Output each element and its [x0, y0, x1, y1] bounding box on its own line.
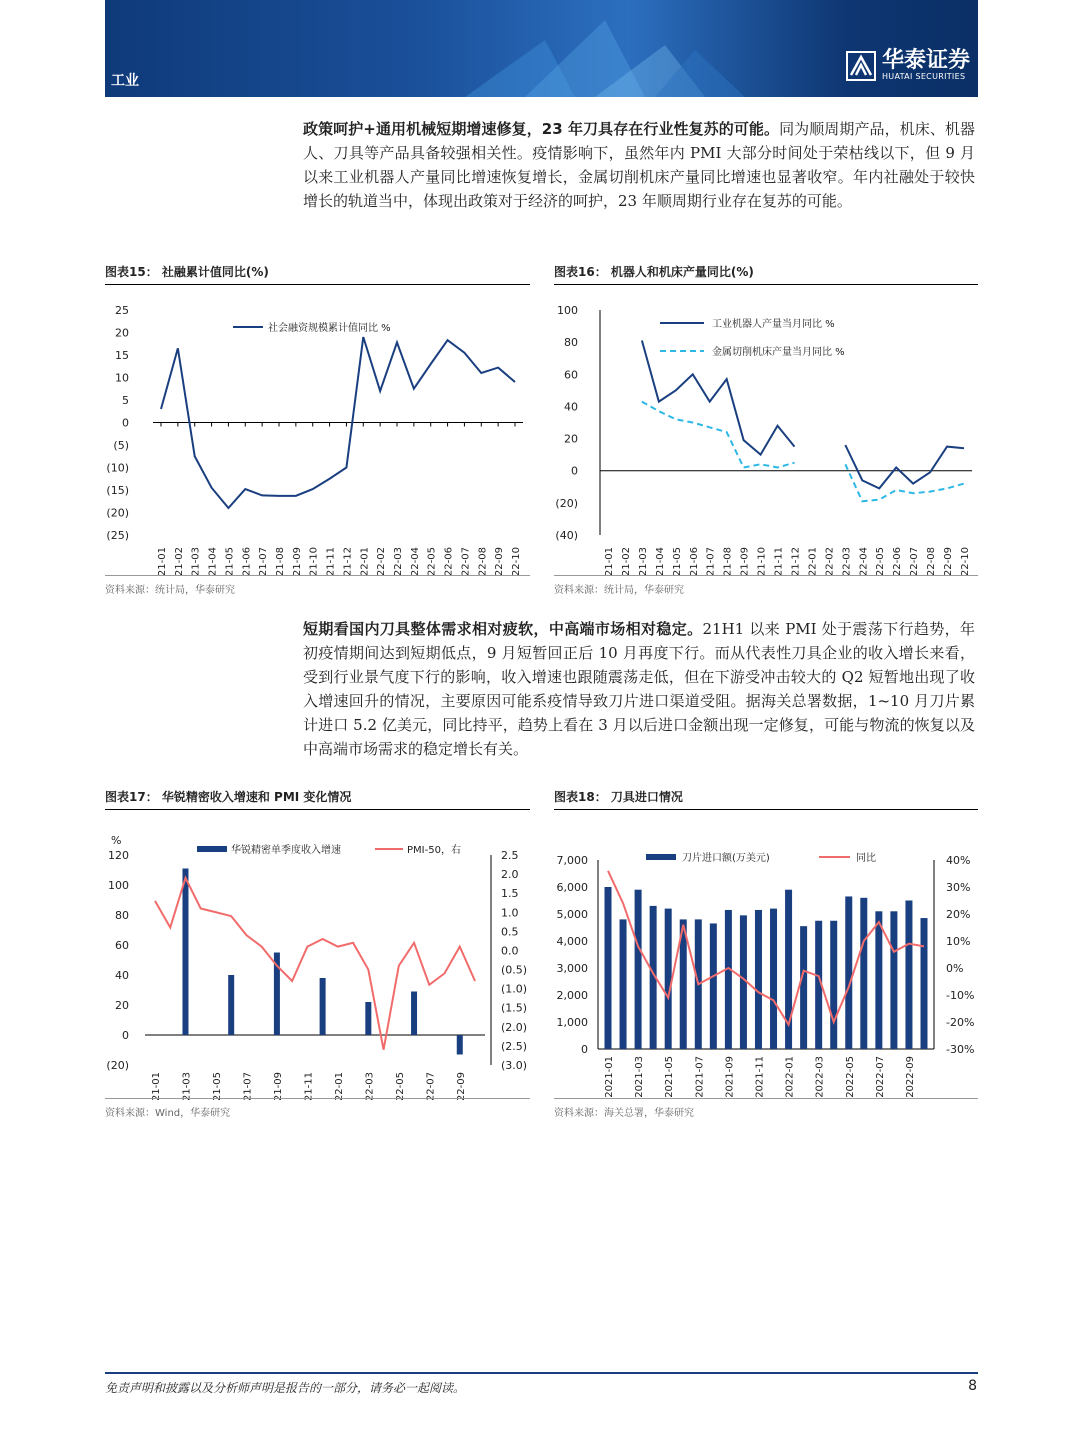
fig18-xtick: 2021-05	[664, 1056, 676, 1098]
fig18-bar	[665, 909, 672, 1049]
section-label: 工业	[111, 73, 139, 89]
fig17-xtick: 2022-05	[394, 1072, 406, 1100]
fig16-ytick: 20	[564, 432, 578, 446]
fig17-y2tick: (3.0)	[501, 1059, 528, 1072]
fig18-legend-label-2: 同比	[856, 853, 876, 864]
figure-16-source: 资料来源：统计局，华泰研究	[554, 575, 978, 596]
fig15-legend-label: 社会融资规模累计值同比 %	[268, 323, 391, 334]
fig15-xtick: 2021-03	[190, 547, 202, 575]
fig18-bar	[620, 919, 627, 1049]
paragraph-2	[303, 617, 975, 761]
fig15-xtick: 2021-09	[291, 547, 303, 575]
fig15-xtick: 2022-08	[477, 547, 489, 575]
fig17-y2tick: 2.5	[501, 849, 519, 862]
fig16-xtick: 2022-04	[858, 547, 870, 575]
fig17-y2tick: 0.0	[501, 944, 519, 958]
fig18-xtick: 2022-03	[814, 1056, 826, 1098]
fig18-y2tick: -10%	[946, 989, 975, 1002]
fig17-y2tick: 2.0	[501, 868, 519, 882]
huatai-logo-icon	[846, 51, 876, 81]
fig18-ytick: 0	[581, 1043, 588, 1056]
fig18-xtick: 2022-01	[784, 1056, 796, 1098]
fig15-ytick: 25	[115, 304, 129, 317]
fig16-machine-line	[845, 464, 964, 501]
fig15-xtick: 2021-12	[342, 547, 354, 575]
paragraph-1-lead: 政策呵护+通用机械短期增速修复，23 年刀具存在行业性复苏的可能。	[303, 120, 780, 138]
fig15-xtick: 2021-08	[275, 547, 286, 575]
report-header	[105, 0, 978, 97]
fig18-xtick: 2021-07	[694, 1056, 706, 1098]
fig15-xtick: 2021-06	[241, 547, 253, 575]
fig18-xtick: 2022-09	[904, 1056, 916, 1098]
fig18-y2tick: -30%	[946, 1043, 975, 1056]
fig16-xtick: 2022-09	[943, 547, 955, 575]
fig17-y2tick: (2.0)	[501, 1020, 528, 1034]
fig15-xtick: 2022-05	[426, 547, 438, 575]
fig18-y2tick: -20%	[946, 1016, 975, 1029]
fig15-ytick: 10	[115, 371, 129, 385]
fig18-xtick: 2021-09	[724, 1056, 736, 1098]
fig16-xtick: 2021-07	[705, 547, 717, 575]
fig18-y2tick: 40%	[946, 854, 971, 867]
fig18-ytick: 2,000	[556, 989, 588, 1002]
figure-15	[105, 263, 530, 596]
paragraph-2-lead: 短期看国内刀具整体需求相对疲软，中高端市场相对稳定。	[303, 620, 703, 638]
fig15-xtick: 2022-10	[511, 547, 522, 575]
fig17-xtick: 2022-09	[455, 1072, 467, 1100]
fig16-xtick: 2022-07	[909, 547, 921, 575]
figure-17-source: 资料来源：Wind，华泰研究	[105, 1098, 530, 1119]
fig15-ytick: (10)	[106, 461, 129, 475]
fig16-xtick: 2022-02	[824, 547, 836, 575]
fig18-bar	[605, 887, 612, 1049]
figure-16	[554, 263, 978, 596]
fig17-ytick: 60	[115, 939, 129, 952]
fig15-xtick: 2022-02	[376, 547, 388, 575]
fig17-y2tick: 0.5	[501, 925, 519, 939]
fig17-legend-label-2: PMI-50，右	[407, 845, 461, 856]
fig17-xtick: 2021-03	[181, 1072, 193, 1100]
fig18-ytick: 3,000	[556, 962, 588, 975]
fig17-xtick: 2021-09	[272, 1072, 284, 1100]
fig17-y2tick: (1.0)	[501, 982, 528, 996]
fig16-xtick: 2021-06	[688, 547, 700, 575]
fig17-xtick: 2021-11	[303, 1072, 315, 1100]
fig18-bar	[860, 898, 867, 1049]
fig17-bar	[411, 992, 417, 1036]
footer-divider	[105, 1372, 978, 1374]
fig18-y2tick: 30%	[946, 881, 971, 894]
fig16-xtick: 2021-10	[756, 547, 768, 575]
fig15-xtick: 2022-09	[494, 547, 506, 575]
fig15-ytick: 15	[115, 349, 129, 362]
fig18-bar	[875, 911, 882, 1049]
figure-18-source: 资料来源：海关总署，华泰研究	[554, 1098, 978, 1119]
fig17-ytick: 80	[115, 909, 129, 922]
fig18-xtick: 2022-07	[874, 1056, 886, 1098]
fig16-xtick: 2021-02	[620, 547, 632, 575]
brand-cn: 华泰证券	[881, 48, 970, 73]
fig15-ytick: 0	[122, 416, 129, 430]
paragraph-1	[303, 117, 975, 213]
fig16-ytick: 80	[564, 336, 578, 350]
fig18-legend-label-1: 刀片进口额(万美元)	[682, 853, 770, 864]
fig17-ytick: 120	[108, 849, 129, 862]
fig15-xtick: 2022-07	[460, 547, 472, 575]
fig18-ytick: 6,000	[556, 881, 588, 894]
fig17-ytick: 100	[108, 879, 129, 892]
fig17-bar	[365, 1002, 371, 1035]
fig18-ytick: 1,000	[556, 1016, 588, 1029]
fig15-xtick: 2022-04	[409, 547, 421, 575]
fig17-legend-label-1: 华锐精密单季度收入增速	[231, 845, 341, 856]
fig15-xtick: 2021-04	[207, 547, 219, 575]
brand-logo	[846, 50, 970, 82]
fig17-ytick: (20)	[106, 1059, 129, 1072]
fig16-xtick: 2022-05	[875, 547, 887, 575]
fig17-xtick: 2021-05	[211, 1072, 223, 1100]
fig18-bar	[755, 910, 762, 1049]
fig16-xtick: 2021-01	[604, 547, 615, 575]
fig16-xtick: 2021-08	[722, 547, 734, 575]
brand-en: HUATAI SECURITIES	[881, 72, 966, 81]
fig16-xtick: 2021-12	[790, 547, 802, 575]
fig18-ytick: 4,000	[556, 935, 588, 948]
fig18-bar	[635, 890, 642, 1049]
fig18-bar	[921, 918, 928, 1049]
figure-16-title: 图表16： 机器人和机床产量同比(%)	[554, 263, 978, 285]
fig18-y2tick: 10%	[946, 935, 971, 948]
figure-17-chart	[105, 810, 530, 1100]
fig17-ytick: 0	[122, 1029, 129, 1042]
figure-17	[105, 788, 530, 1119]
fig18-y2tick: 20%	[946, 908, 971, 921]
fig16-ytick: 100	[557, 304, 578, 317]
fig16-ytick: 0	[571, 464, 578, 478]
fig18-xtick: 2021-03	[634, 1056, 646, 1098]
fig15-ytick: 20	[115, 326, 129, 340]
fig18-bar	[725, 910, 732, 1049]
fig18-bar	[800, 926, 807, 1049]
page-number: 8	[968, 1378, 977, 1394]
figure-15-chart	[105, 285, 530, 575]
fig15-xtick: 2021-07	[258, 547, 270, 575]
fig18-bar	[830, 921, 837, 1049]
fig17-pmi-line	[155, 878, 475, 1050]
figure-18	[554, 788, 978, 1119]
footer-disclaimer: 免责声明和披露以及分析师声明是报告的一部分，请务必一起阅读。	[105, 1381, 466, 1395]
fig18-xtick: 2021-11	[754, 1056, 766, 1098]
fig17-xtick: 2022-01	[333, 1072, 345, 1100]
fig16-xtick: 2022-10	[960, 547, 971, 575]
paragraph-2-body: 21H1 以来 PMI 处于震荡下行趋势，年初疫情期间达到短期低点，9 月短暂回正后 10 月再度下行。而从代表性刀具企业的收入增长来看，受到行业景气度下行的影响，收入增速也跟随震荡走低，但在下游受冲击较大的 Q2 短暂地出现了收入增速回升的情况，主要原因可能系疫情导致刀片进口渠道受阻。据海关总署数据，1~10 月刀片累计进口 5.2 亿美元，同比持平，趋势上看在 3 月以后进口金额出现一定修复，可能与物流的恢复以及中高端市场需求的稳定增长有关。	[303, 620, 975, 758]
fig17-unit: %	[111, 834, 122, 847]
figure-18-title: 图表18： 刀具进口情况	[554, 788, 978, 810]
fig16-xtick: 2022-01	[807, 547, 819, 575]
fig17-y2tick: (2.5)	[501, 1039, 528, 1053]
fig16-legend-label-1: 工业机器人产量当月同比 %	[712, 319, 835, 330]
fig16-xtick: 2021-04	[654, 547, 666, 575]
fig16-xtick: 2021-09	[739, 547, 751, 575]
fig15-ytick: (20)	[106, 506, 129, 520]
fig16-legend-label-2: 金属切削机床产量当月同比 %	[712, 347, 845, 358]
fig15-ytick: (15)	[106, 484, 129, 497]
fig15-xtick: 2021-02	[173, 547, 185, 575]
fig17-legend-swatch-1	[197, 846, 227, 852]
fig15-xtick: 2022-01	[359, 547, 371, 575]
fig18-xtick: 2022-05	[844, 1056, 856, 1098]
fig17-y2tick: 1.5	[501, 887, 519, 901]
fig17-bar	[182, 869, 188, 1036]
fig16-xtick: 2021-11	[773, 547, 785, 575]
fig17-bar	[457, 1035, 463, 1055]
fig18-bar	[905, 901, 912, 1050]
fig16-xtick: 2021-05	[671, 547, 683, 575]
fig16-ytick: (40)	[555, 529, 578, 542]
fig18-legend-swatch-1	[646, 854, 676, 860]
fig17-y2tick: (1.5)	[501, 1001, 528, 1015]
fig16-xtick: 2021-03	[637, 547, 649, 575]
fig17-xtick: 2022-03	[364, 1072, 376, 1100]
fig15-xtick: 2022-03	[393, 547, 404, 575]
figure-16-chart	[554, 285, 978, 575]
fig18-ytick: 5,000	[556, 908, 588, 921]
fig16-ytick: 40	[564, 400, 578, 414]
fig15-ytick: 5	[122, 394, 129, 407]
fig18-y2tick: 0%	[946, 962, 964, 975]
paragraph-1-body: 同为顺周期产品，机床、机器人、刀具等产品具备较强相关性。疫情影响下，虽然年内 PMI 大部分时间处于荣枯线以下，但 9 月以来工业机器人产量同比增速恢复增长，金属切削机床产量同比增速也显著收窄。年内社融处于较快增长的轨道当中，体现出政策对于经济的呵护，23 年顺周期行业存在复苏的可能。	[303, 120, 975, 210]
figure-18-chart	[554, 810, 978, 1100]
fig18-bar	[770, 909, 777, 1049]
fig17-xtick: 2021-01	[151, 1072, 162, 1100]
fig17-y2tick: 1.0	[501, 906, 519, 920]
figure-15-source: 资料来源：统计局，华泰研究	[105, 575, 530, 596]
fig15-xtick: 2021-01	[157, 547, 168, 575]
fig18-bar	[845, 896, 852, 1049]
fig16-robot-line	[845, 445, 964, 488]
fig17-bar	[320, 978, 326, 1035]
fig15-xtick: 2021-05	[224, 547, 236, 575]
fig15-xtick: 2021-10	[308, 547, 320, 575]
fig17-bar	[228, 975, 234, 1035]
fig15-xtick: 2021-11	[325, 547, 337, 575]
fig16-ytick: (20)	[555, 496, 578, 510]
fig17-ytick: 40	[115, 969, 129, 982]
header-decoration	[405, 0, 825, 97]
fig15-ytick: (5)	[113, 439, 129, 452]
fig18-bar	[890, 911, 897, 1049]
fig16-ytick: 60	[564, 368, 578, 382]
fig16-xtick: 2022-03	[841, 547, 853, 575]
fig15-xtick: 2022-06	[443, 547, 455, 575]
fig16-xtick: 2022-08	[926, 547, 938, 575]
fig15-ytick: (25)	[106, 529, 129, 542]
fig18-xtick: 2021-01	[604, 1056, 615, 1098]
fig16-xtick: 2022-06	[892, 547, 904, 575]
fig17-ytick: 20	[115, 999, 129, 1012]
fig17-xtick: 2022-07	[425, 1072, 437, 1100]
fig17-xtick: 2021-07	[242, 1072, 254, 1100]
fig18-ytick: 7,000	[556, 854, 588, 867]
fig18-bar	[710, 923, 717, 1049]
figure-15-title: 图表15： 社融累计值同比(%)	[105, 263, 530, 285]
figure-17-title: 图表17： 华锐精密收入增速和 PMI 变化情况	[105, 788, 530, 810]
fig17-y2tick: (0.5)	[501, 963, 528, 977]
